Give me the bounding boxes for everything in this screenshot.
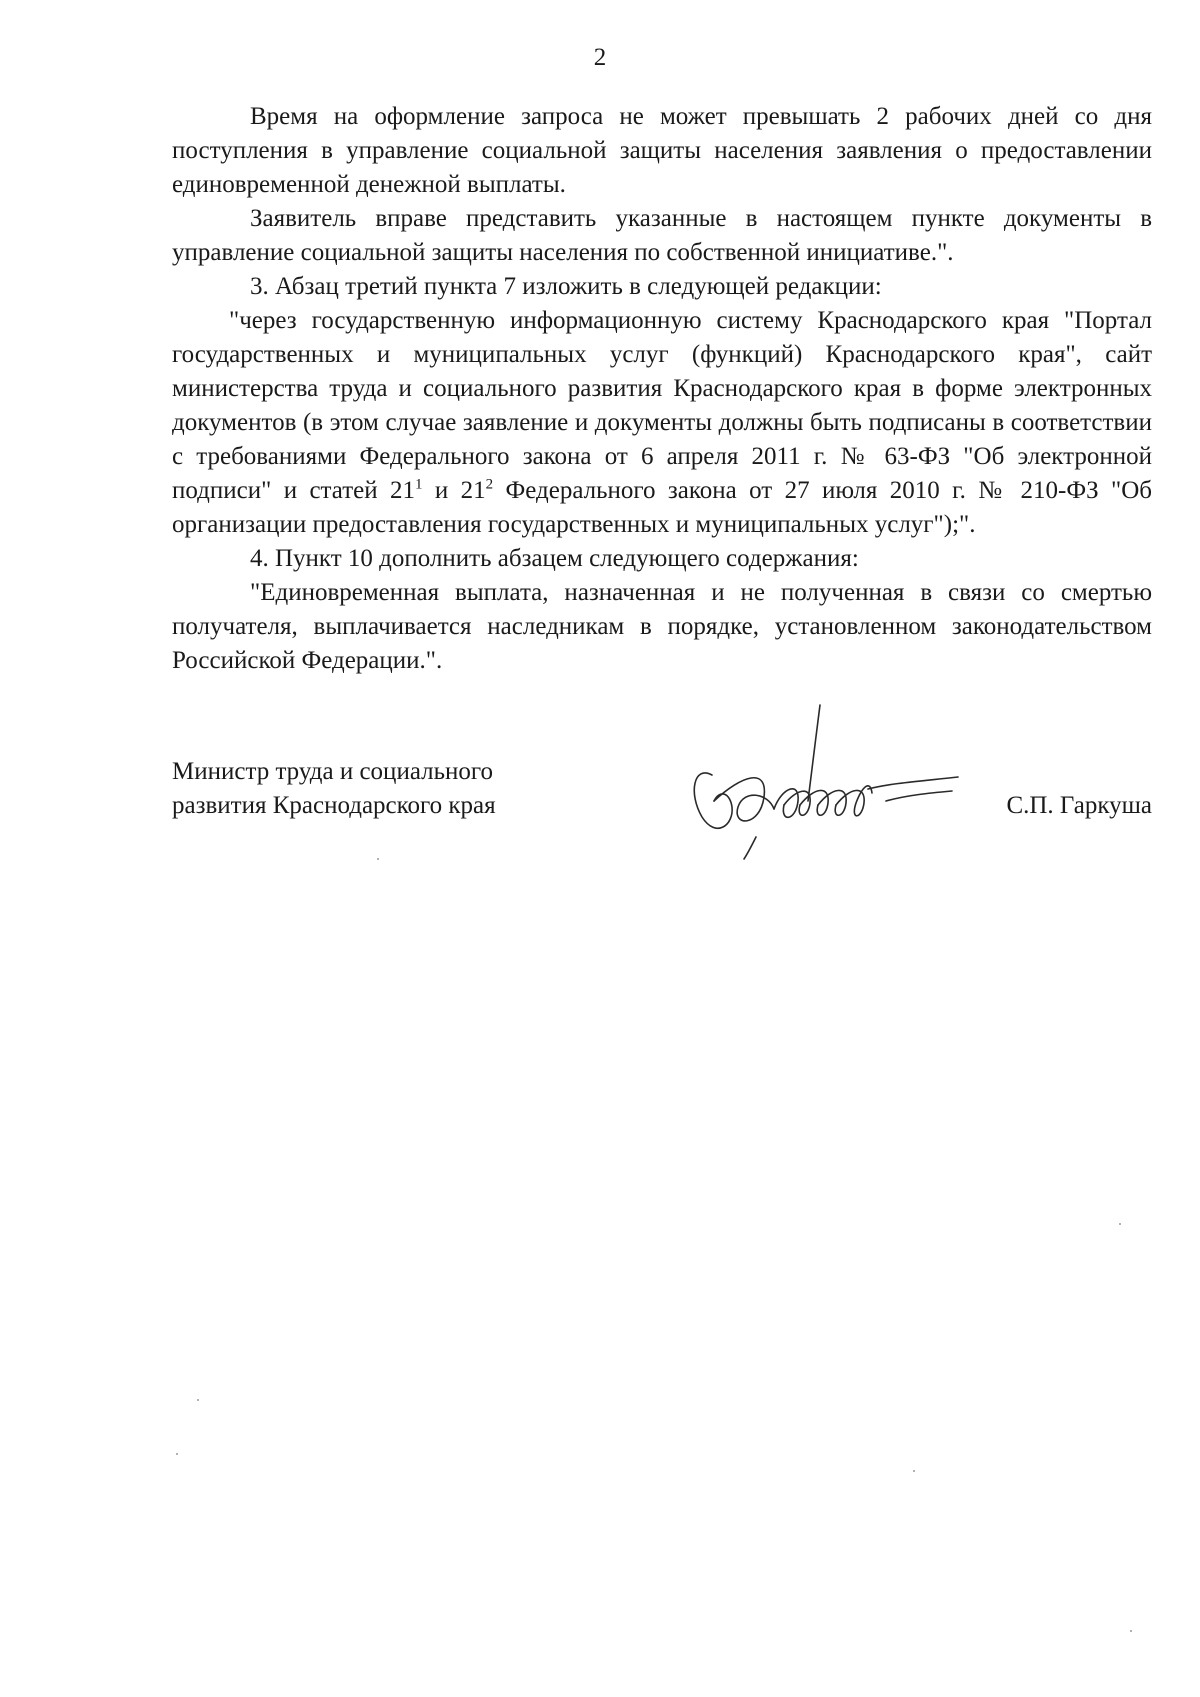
superscript-2: 2 xyxy=(485,476,494,493)
scan-speck xyxy=(377,858,379,860)
paragraph-item-4: 4. Пункт 10 дополнить абзацем следующего содержания: xyxy=(250,545,859,572)
paragraph-item-4-quote: "Единовременная выплата, назначенная и не полученная в связи со смертью получателя, выплачивается наследникам в порядке, установленном законодательством Российской Федерации.". xyxy=(172,579,1152,674)
superscript-1: 1 xyxy=(415,476,423,493)
page-number: 2 xyxy=(593,44,607,71)
signer-title-line-2: развития Краснодарского края xyxy=(172,792,496,819)
scan-speck xyxy=(197,1399,199,1401)
document-body xyxy=(172,100,1152,678)
quote-text-part-2: и 21 xyxy=(422,477,486,504)
signature-block xyxy=(172,755,1152,865)
handwritten-signature-icon xyxy=(672,697,972,862)
paragraph-item-3-quote xyxy=(172,304,1152,542)
scan-speck xyxy=(1119,1223,1121,1225)
signer-title-line-1: Министр труда и социального xyxy=(172,758,494,785)
scan-speck xyxy=(913,1470,915,1472)
signer-title xyxy=(172,755,496,823)
scan-speck xyxy=(1130,1630,1132,1632)
quote-text-part-3: Федерального закона от 27 июля 2010 г. № 210-ФЗ "Об организации предоставления государственных и муниципальных услуг");". xyxy=(172,477,1152,538)
paragraph-applicant-right: Заявитель вправе представить указанные в настоящем пункте документы в управление социальной защиты населения по собственной инициативе.". xyxy=(172,205,1152,266)
paragraph-item-3: 3. Абзац третий пункта 7 изложить в следующей редакции: xyxy=(250,273,882,300)
quote-text-part-1: "через государственную информационную систему Краснодарского края "Портал государственных и муниципальных услуг (функций) Краснодарского края", сайт министерства труда и социального развития Краснодарского края в форме электронных документов (в этом случае заявление и документы должны быть подписаны в соответствии с требованиями Федерального закона от 6 апреля 2011 г. № 63-ФЗ "Об электронной подписи" и статей 21 xyxy=(172,307,1152,504)
scan-speck xyxy=(176,1453,178,1455)
paragraph-request-deadline: Время на оформление запроса не может превышать 2 рабочих дней со дня поступления в управление социальной защиты населения заявления о предоставлении единовременной денежной выплаты. xyxy=(172,103,1152,198)
signer-name: С.П. Гаркуша xyxy=(1006,792,1152,819)
